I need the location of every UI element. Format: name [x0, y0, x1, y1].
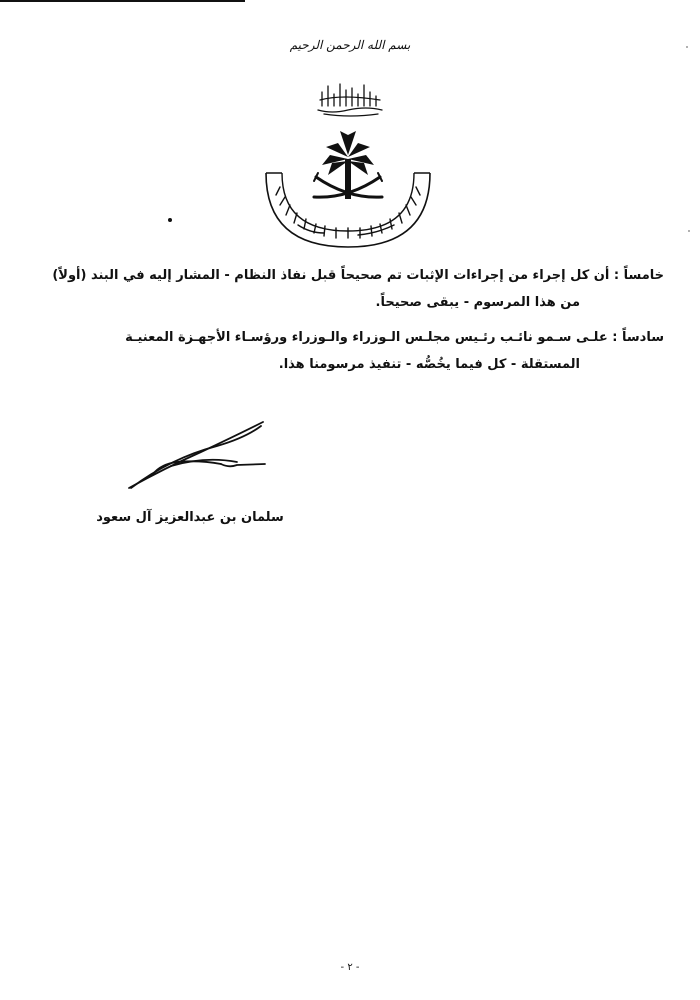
stray-mark: [168, 218, 172, 222]
handwritten-signature: [125, 418, 270, 498]
clause-fifth: [32, 262, 664, 316]
clause-text: علـى سـمو نائـب رئـيس مجلـس الـوزراء والـوزراء ورؤسـاء الأجهـزة المعنيـة: [125, 330, 608, 345]
saudi-emblem: [258, 125, 438, 250]
clause-fifth-line-1: [32, 262, 664, 289]
scan-speck: [688, 230, 690, 232]
clause-sixth-line-1: [32, 324, 664, 351]
clause-text: أن كل إجراء من إجراءات الإثبات تم صحيحاً قبل نفاذ النظام - المشار إليه في البند (أولاً): [52, 268, 610, 283]
clause-sixth-line-2: المستقلة - كل فيما يخُصُّه - تنفيذ مرسومنا هذا.: [278, 357, 580, 372]
shahada-calligraphy: [312, 80, 388, 118]
signer-name: سلمان بن عبدالعزيز آل سعود: [96, 510, 284, 525]
clause-label: خامساً :: [613, 268, 664, 283]
page-number: - ٢ -: [340, 962, 360, 973]
basmala: بسم الله الرحمن الرحيم: [289, 38, 411, 52]
scan-speck: [686, 46, 688, 48]
clause-fifth-line-2: من هذا المرسوم - يبقى صحيحاً.: [375, 295, 580, 310]
palm-tree-icon: [322, 131, 374, 199]
clause-sixth: [32, 324, 664, 378]
clause-label: سادساً :: [612, 330, 664, 345]
top-rule: [0, 0, 245, 2]
